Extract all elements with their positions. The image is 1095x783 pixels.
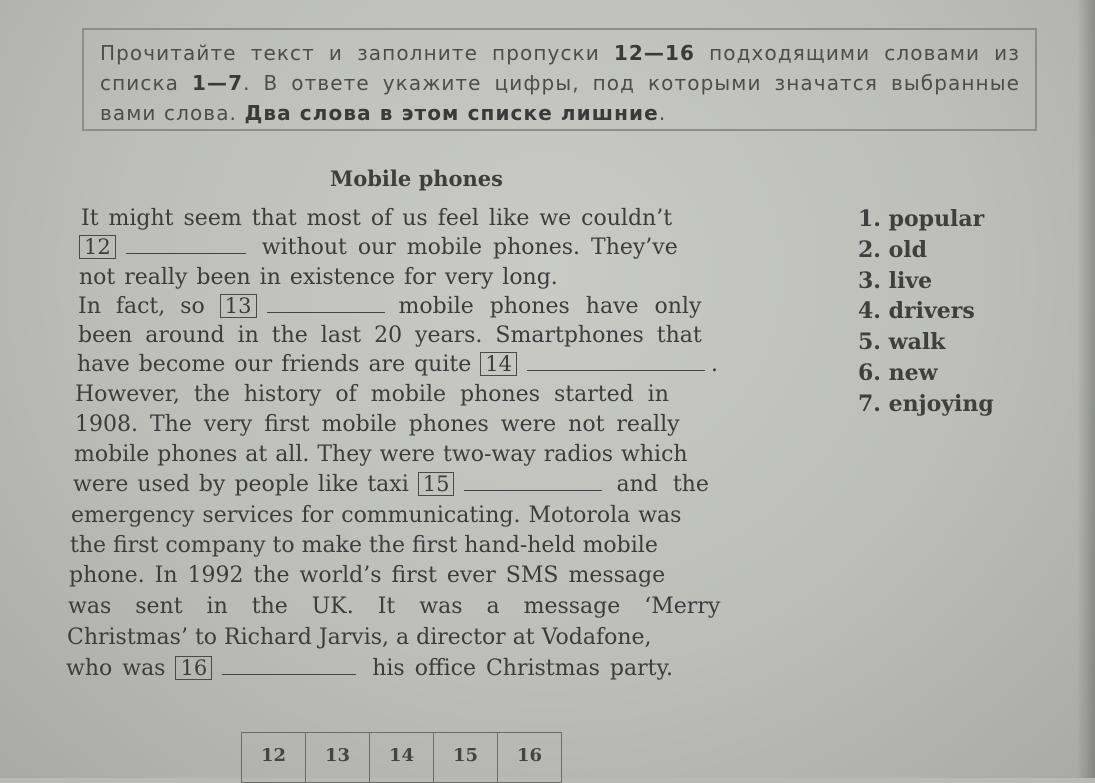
text-line: However, the history of mobile phones started in [75,382,669,407]
option-item: 6. new [858,360,938,386]
instruction-text [100,38,1020,128]
text-line: emergency services for communicating. Motorola was [71,503,682,528]
instruction-emphasis: Два слова в этом списке лишние [244,101,659,125]
option-item: 3. live [858,268,933,294]
option-item: 4. drivers [858,298,975,324]
text-line: It might seem that most of us feel like we couldn’t [81,206,673,231]
gap-number: 16 [175,656,212,680]
gap-number: 15 [418,472,455,496]
option-item: 5. walk [858,329,946,355]
option-item: 7. enjoying [858,391,994,417]
answer-blank [527,352,705,371]
instruction-box [82,28,1037,131]
text-title: Mobile phones [330,166,503,191]
answer-blank [464,472,602,491]
answer-blank [126,235,246,254]
text-line: been around in the last 20 years. Smartphones that [78,323,702,348]
answer-blank [267,294,385,313]
answer-blank [222,656,356,675]
text-line: 12 without our mobile phones. They’ve [79,235,678,261]
text-line: mobile phones at all. They were two-way radios which [74,442,688,467]
text-line: the first company to make the first hand-held mobile [70,533,658,558]
text-line: were used by people like taxi 15 and the [73,472,709,497]
option-item: 1. popular [858,206,985,232]
instruction-part: . [658,101,667,125]
text-line: who was 16 his office Christmas party. [66,656,673,681]
text-line: Christmas’ to Richard Jarvis, a director at Vodafone, [67,625,652,650]
answer-cell-13[interactable]: 13 [306,733,370,783]
text-line: was sent in the UK. It was a message ‘Merry [68,594,721,619]
answer-table [241,732,562,783]
instruction-range: 12—16 [613,41,696,65]
instruction-range: 1—7 [191,71,244,95]
gap-number: 14 [480,352,517,376]
instruction-part: . В ответе укажите цифры, под которыми значатся выбранные вами слова. [100,71,1020,125]
answer-cell-12[interactable]: 12 [242,733,306,783]
gap-number: 13 [220,294,257,318]
instruction-part: подходящими словами из списка [100,41,1020,95]
answer-cell-15[interactable]: 15 [434,733,498,783]
instruction-part: Прочитайте текст и заполните пропуски [100,41,614,65]
text-line: phone. In 1992 the world’s first ever SMS message [69,563,666,588]
answer-cell-16[interactable]: 16 [498,733,562,783]
answer-table-header-row [242,733,562,783]
gap-number: 12 [79,235,116,259]
text-line: not really been in existence for very long. [79,265,558,290]
text-line: 1908. The very first mobile phones were not really [75,412,680,437]
option-item: 2. old [858,237,928,263]
text-line: have become our friends are quite 14 . [77,352,718,377]
text-line: In fact, so 13 mobile phones have only [78,294,702,319]
page-edge-shadow [1077,0,1095,778]
answer-cell-14[interactable]: 14 [370,733,434,783]
